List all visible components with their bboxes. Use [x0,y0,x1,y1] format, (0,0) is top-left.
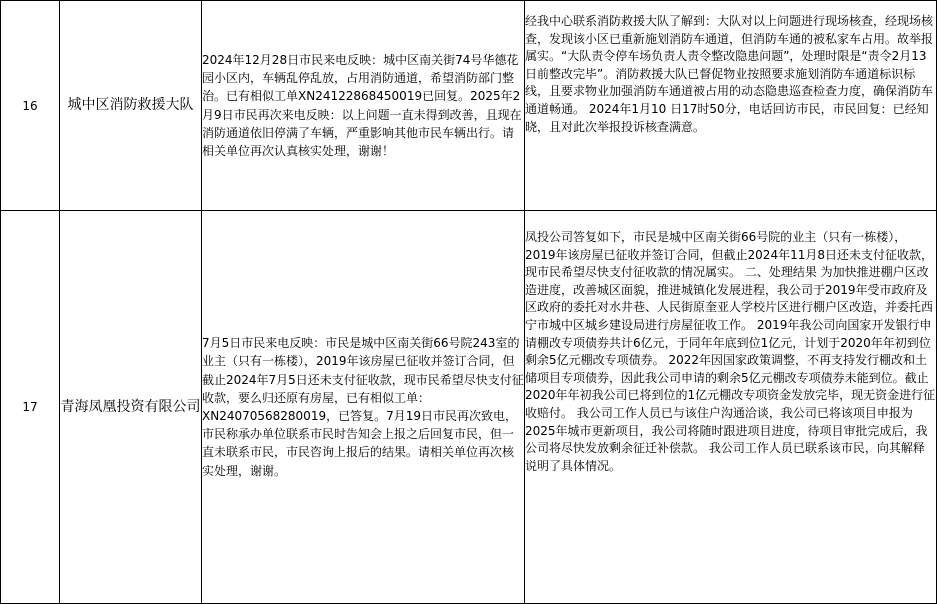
row-number [1,1,60,211]
responsible-unit-text: 城中区消防救援大队 [67,97,194,113]
responsible-unit-text: 青海凤凰投资有限公司 [60,398,201,415]
row-number [1,211,60,604]
handling-reply [525,1,937,211]
complaint-content [202,211,525,604]
complaint-content-text: 7月5日市民来电反映：市民是城中区南关街66号院243室的业主（只有一栋楼），2019年该房屋已征收并签订合同，但截止2024年7月5日还未支付征收款，现市民希望尽快支付征收款，要么归还原有房屋，已有相似工单：XN24070568280019，已答复。7月19日市民再次致电，市民称承办单位联系市民时告知会上报之后回复市民，但一直未联系市民，市民咨询上报后的结果。请相关单位再次核实处理，谢谢。 [202,336,524,478]
handling-reply-text: 凤投公司答复如下，市民是城中区南关街66号院的业主（只有一栋楼），2019年该房屋已征收并签订合同，但截止2024年11月8日还未支付征收款，现市民希望尽快支付征收款的情况属实。 二、处理结果 为加快推进棚户区改造进度，改善城区面貌，推进城镇化发展进程，我公司于2019年受市政府及区政府的委托对水井巷、人民街原奎亚人学校片区进行棚户区改造，并委托西宁市城中区城乡建设局进行房屋征收工作。 2019年我公司向国家开发银行申请棚改专项债券共计6亿元，于同年年底到位1亿元，计划于2020年年初到位剩余5亿元棚改专项债券。 2022年因国家政策调整，不再支持发行棚改和土储项目专项债券，因此我公司申请的剩余5亿元棚改专项债券未能到位。截止2020年年初我公司已将到位的1亿元棚改专项资金发放完毕，现无资金进行征收赔付。 我公司工作人员已与该住户沟通洽谈，我公司已将该项目申报为2025年城市更新项目，我公司将随时跟进项目进度，待项目审批完成后，我公司将尽快发放剩余征迁补偿款。 我公司工作人员已联系该市民，向其解释说明了具体情况。 [525,230,936,473]
responsible-unit [60,211,202,604]
table-row [1,1,937,211]
handling-reply [525,211,937,604]
handling-reply-text: 经我中心联系消防救援大队了解到：大队对以上问题进行现场核查，经现场核查，发现该小区已重新施划消防车通道，但消防车通的被私家车占用。故举报属实。“大队责令停车场负责人责令整改隐患问题”，处理时限是“责令2月13日前整改完毕”。消防救援大队已督促物业按照要求施划消防车通道标识标线，且要求物业加强消防车通道被占用的动态隐患巡查检查力度，确保消防车通道畅通。 2024年1月10 日17时50分，电话回访市民，市民回复：已经知晓，且对此次举报投诉核查满意。 [525,14,934,134]
table-row [1,211,937,604]
complaint-content-text: 2024年12月28日市民来电反映：城中区南关街74号华德花园小区内，车辆乱停乱放，占用消防通道，希望消防部门整治。已有相似工单XN24122868450019已回复。2025年2月9日市民再次来电反映：以上问题一直未得到改善，且现在消防通道依旧停满了车辆，严重影响其他市民车辆出行。请相关单位再次认真核实处理，谢谢！ [202,52,522,158]
complaint-content [202,1,525,211]
responsible-unit [60,1,202,211]
row-number-text: 17 [22,400,38,414]
row-number-text: 16 [22,98,38,113]
